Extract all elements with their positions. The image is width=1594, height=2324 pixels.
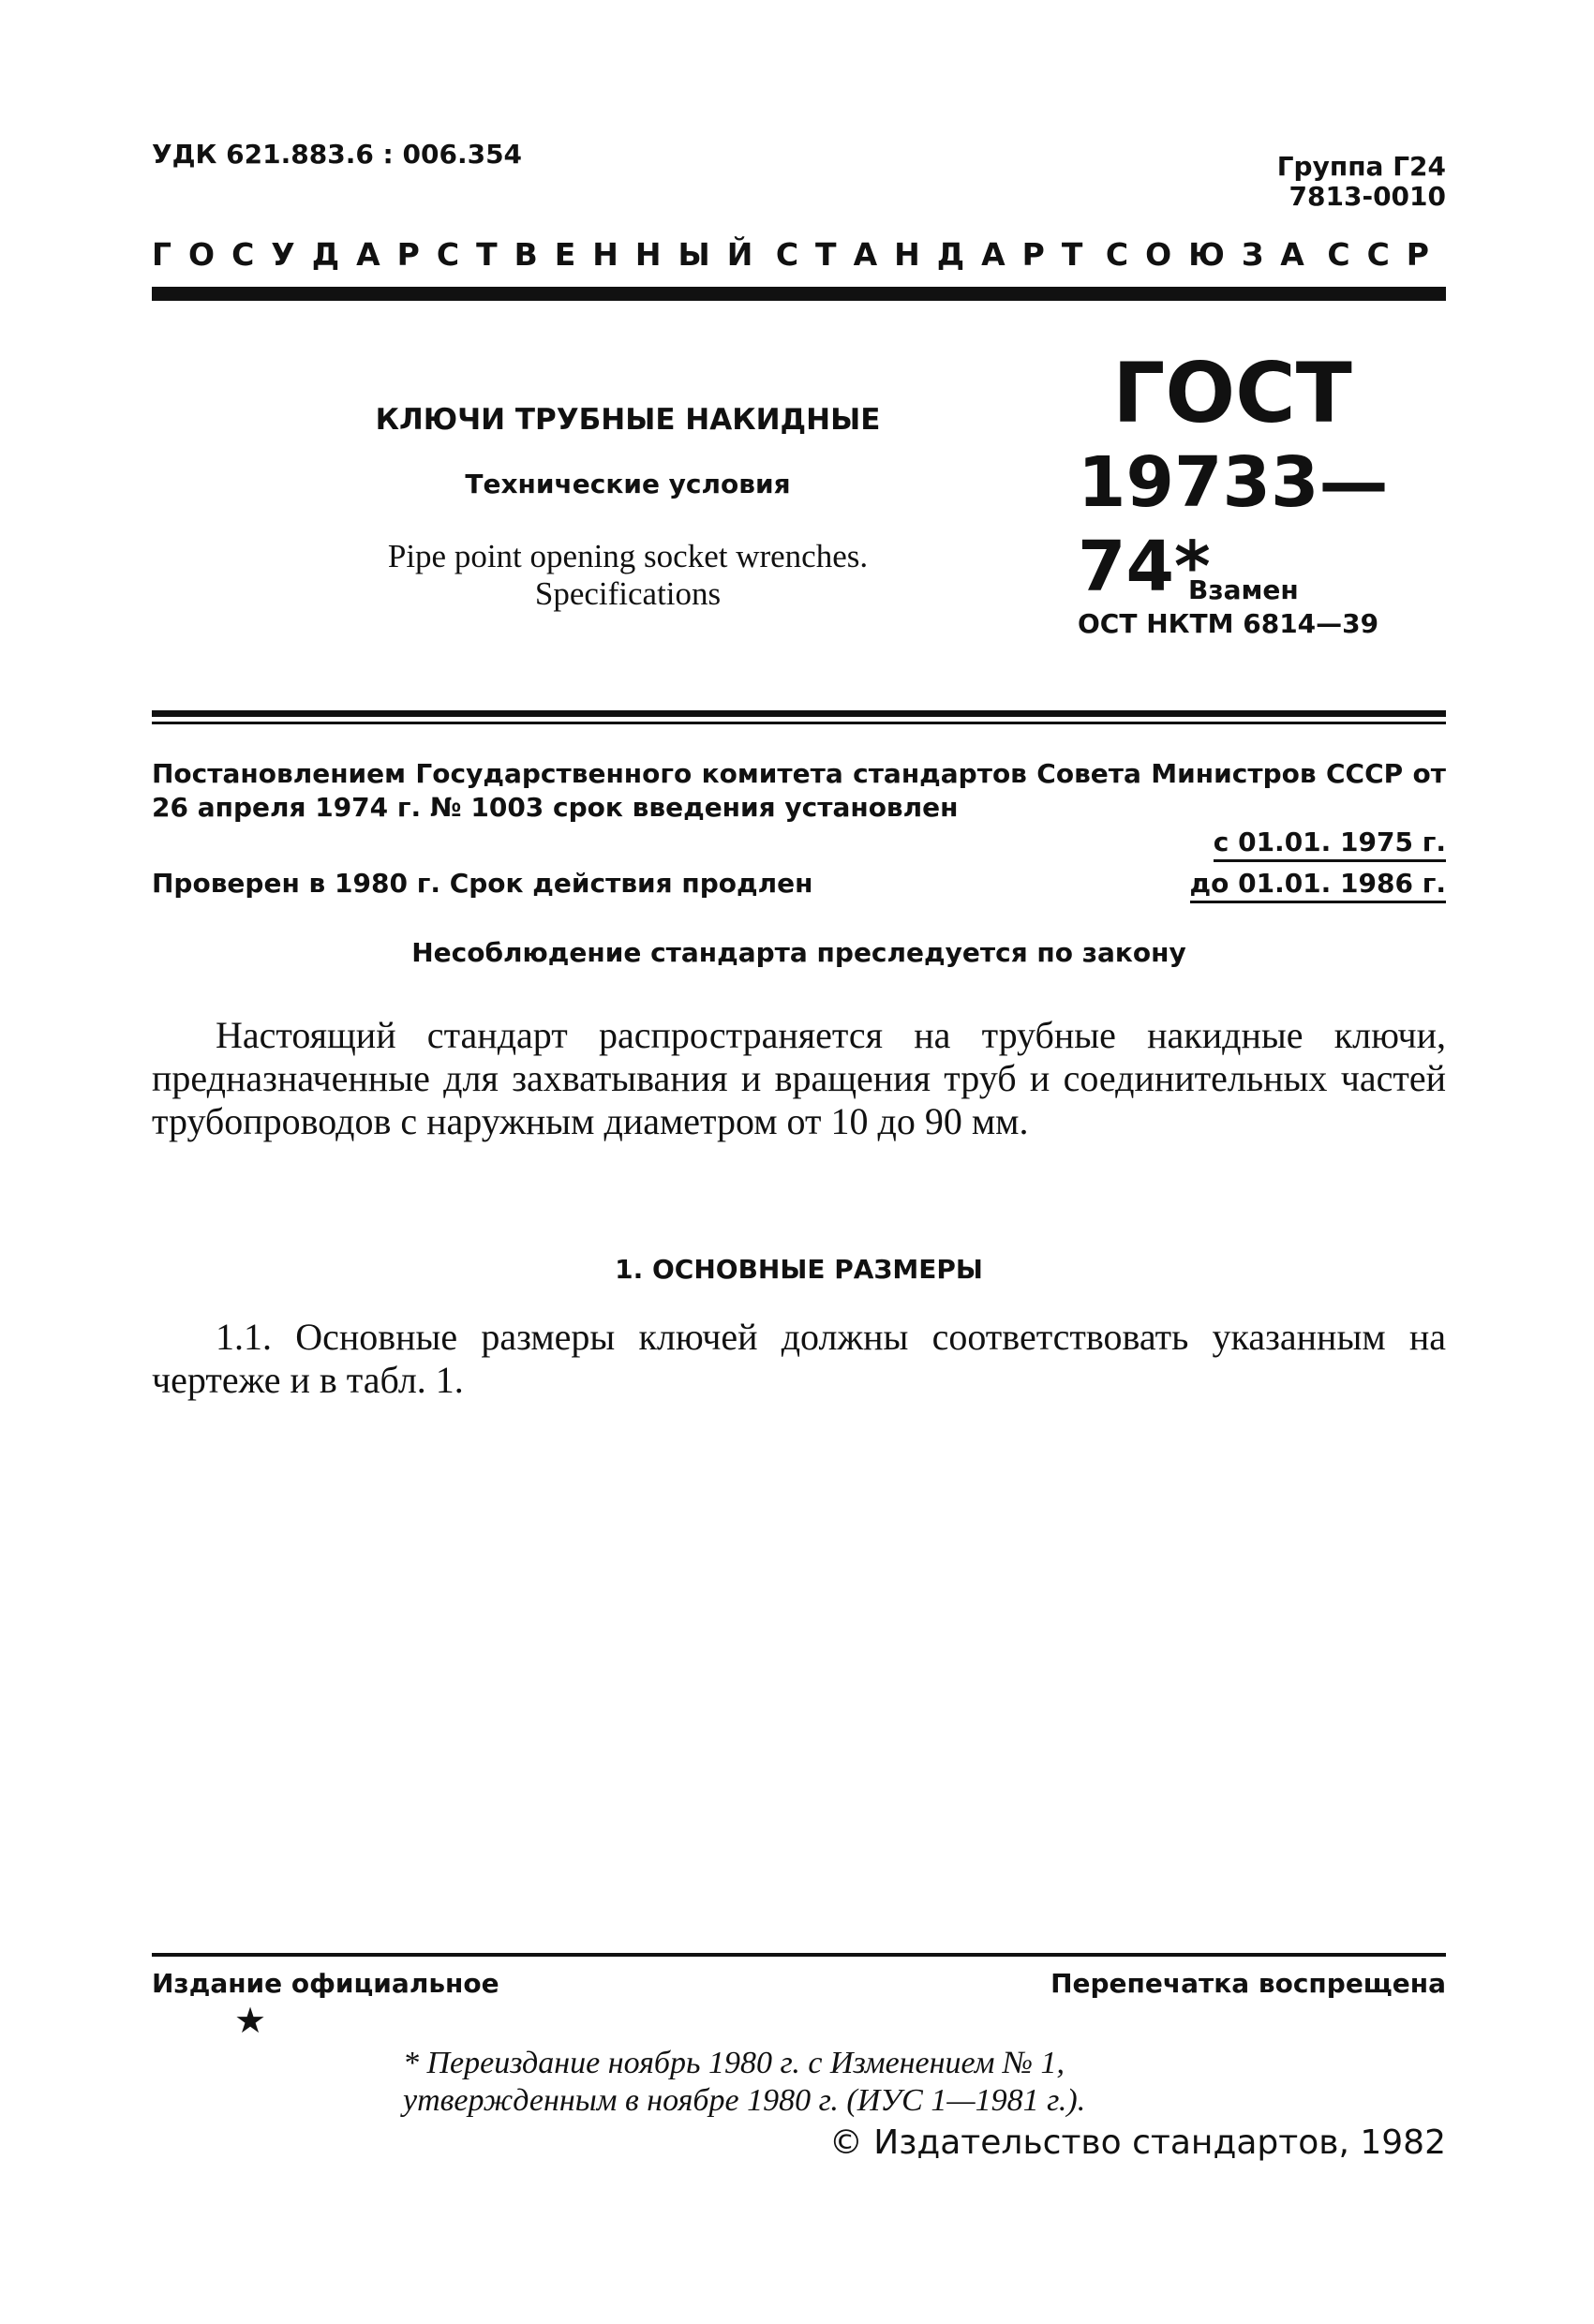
- law-notice: Несоблюдение стандарта преследуется по закону: [411, 937, 1186, 968]
- state-standard-banner: [152, 236, 1446, 273]
- group-code: [1277, 152, 1446, 212]
- official-edition: Издание официальное: [152, 1968, 499, 1999]
- effective-date: с 01.01. 1975 г.: [1214, 827, 1446, 862]
- checked-text: Проверен в 1980 г. Срок действия продлен: [152, 868, 813, 899]
- english-title-line: Specifications: [534, 575, 722, 612]
- reissue-note: [403, 2045, 1246, 2120]
- reprint-prohibited: Перепечатка воспрещена: [1050, 1968, 1446, 1999]
- reissue-line: * Переиздание ноябрь 1980 г. с Изменением № 1,: [403, 2046, 1065, 2080]
- document-title: КЛЮЧИ ТРУБНЫЕ НАКИДНЫЕ: [375, 403, 881, 437]
- banner-word: СТАНДАРТ: [775, 236, 1100, 273]
- scope-text: Настоящий стандарт распространяется на трубные накидные ключи, предназначенные для захватывания и вращения труб и соединительных частей трубопроводов с наружным диаметром от 10 до 90 мм.: [152, 1014, 1446, 1142]
- extended-date: до 01.01. 1986 г.: [1190, 868, 1447, 903]
- gost-number: 19733—74*: [1078, 442, 1389, 607]
- banner-word: СОЮЗА: [1105, 236, 1321, 273]
- english-title: [281, 538, 975, 613]
- udk-code: УДК 621.883.6 : 006.354: [152, 139, 523, 170]
- title-divider: [152, 710, 1446, 717]
- scope-paragraph: [152, 1014, 1446, 1143]
- decree-text: Постановлением Государственного комитета стандартов Совета Министров СССР от 26 апреля 1974 г. № 1003 срок введения установлен: [152, 758, 1446, 823]
- replaces-value: ОСТ НКТМ 6814—39: [1078, 608, 1379, 639]
- section-heading: 1. ОСНОВНЫЕ РАЗМЕРЫ: [615, 1254, 983, 1285]
- gost-label: ГОСТ: [1112, 345, 1352, 441]
- classification-code: 7813-0010: [1289, 181, 1446, 212]
- reissue-line: утвержденным в ноябре 1980 г. (ИУС 1—1981 г.).: [403, 2083, 1086, 2118]
- title-divider-thin: [152, 722, 1446, 724]
- footer-divider: [152, 1953, 1446, 1957]
- copyright: © Издательство стандартов, 1982: [828, 2123, 1446, 2162]
- banner-word: ГОСУДАРСТВЕННЫЙ: [152, 236, 770, 273]
- document-subtitle: Технические условия: [465, 469, 791, 499]
- star-icon: ★: [234, 2000, 267, 2041]
- banner-word: ССР: [1327, 236, 1446, 273]
- replaces-block: [1078, 574, 1415, 641]
- header-divider: [152, 287, 1446, 301]
- english-title-line: Pipe point opening socket wrenches.: [387, 538, 869, 574]
- replaces-label: Взамен: [1188, 574, 1299, 605]
- clause-1-1: [152, 1316, 1446, 1402]
- group-line: Группа Г24: [1276, 151, 1446, 182]
- clause-text: 1.1. Основные размеры ключей должны соответствовать указанным на чертеже и в табл. 1.: [152, 1316, 1446, 1401]
